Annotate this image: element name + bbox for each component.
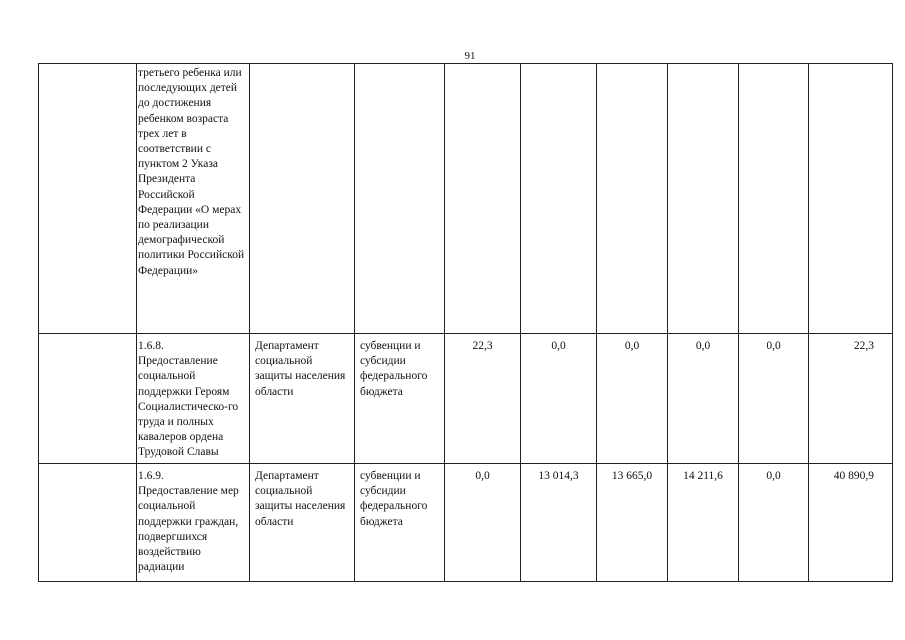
table-row <box>39 334 893 464</box>
table-row <box>39 64 893 334</box>
value-cell: 22,3 <box>445 334 521 464</box>
page-number: 91 <box>464 50 476 62</box>
total-value-cell: 40 890,9 <box>809 464 893 582</box>
activity-name-cell: третьего ребенка или последующих детей до достижения ребенком возраста трех лет в соответствии с пунктом 2 Указа Президента Российской Федерации «О мерах по реализации демографической политики Российской Федерации» <box>137 64 250 334</box>
activity-name-cell: 1.6.8. Предоставление социальной поддержки Героям Социалистическо-го труда и полных кавалеров ордена Трудовой Славы <box>137 334 250 464</box>
activity-name-cell: 1.6.9. Предоставление мер социальной поддержки граждан, подвергшихся воздействию радиации <box>137 464 250 582</box>
value-cell: 0,0 <box>739 334 809 464</box>
value-cell <box>668 64 739 334</box>
table-row <box>39 464 893 582</box>
executor-cell: Департамент социальной защиты населения области <box>250 464 355 582</box>
value-cell: 0,0 <box>668 334 739 464</box>
value-cell: 14 211,6 <box>668 464 739 582</box>
budget-table <box>38 63 893 582</box>
value-cell: 0,0 <box>739 464 809 582</box>
total-value-cell: 22,3 <box>809 334 893 464</box>
value-cell: 13 014,3 <box>521 464 597 582</box>
funding-source-cell: субвенции и субсидии федерального бюджета <box>355 464 445 582</box>
funding-source-cell <box>355 64 445 334</box>
executor-cell: Департамент социальной защиты населения области <box>250 334 355 464</box>
row-number-cell <box>39 334 137 464</box>
value-cell <box>739 64 809 334</box>
value-cell: 0,0 <box>597 334 668 464</box>
row-number-cell <box>39 464 137 582</box>
value-cell: 13 665,0 <box>597 464 668 582</box>
value-cell: 0,0 <box>521 334 597 464</box>
row-number-cell <box>39 64 137 334</box>
value-cell <box>521 64 597 334</box>
value-cell <box>597 64 668 334</box>
value-cell <box>445 64 521 334</box>
value-cell: 0,0 <box>445 464 521 582</box>
funding-source-cell: субвенции и субсидии федерального бюджета <box>355 334 445 464</box>
executor-cell <box>250 64 355 334</box>
total-value-cell <box>809 64 893 334</box>
